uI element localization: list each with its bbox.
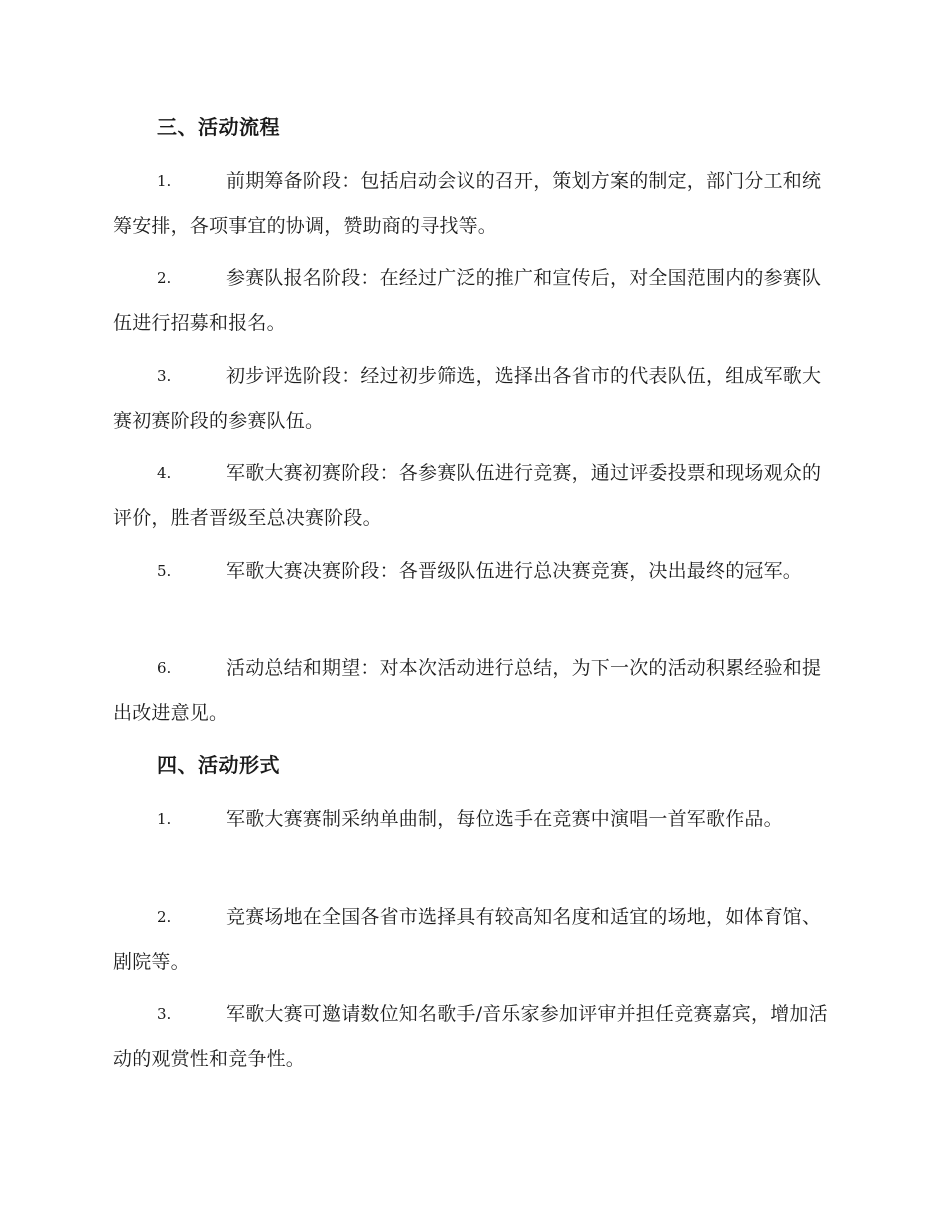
list-item bbox=[113, 895, 838, 985]
list-item bbox=[113, 797, 838, 842]
list-item-number: 5. bbox=[157, 562, 172, 580]
list-item bbox=[113, 992, 838, 1082]
section-heading-process: 三、活动流程 bbox=[157, 115, 280, 139]
list-item-text: 参赛队报名阶段：在经过广泛的推广和宣传后，对全国范围内的参赛队伍进行招募和报名。 bbox=[113, 267, 822, 334]
list-item bbox=[113, 451, 838, 541]
list-item-text: 军歌大赛初赛阶段：各参赛队伍进行竞赛，通过评委投票和现场观众的评价，胜者晋级至总决赛阶段。 bbox=[113, 462, 822, 529]
list-item-text: 前期筹备阶段：包括启动会议的召开，策划方案的制定，部门分工和统筹安排，各项事宜的协调，赞助商的寻找等。 bbox=[113, 170, 822, 237]
list-item-text: 竞赛场地在全国各省市选择具有较高知名度和适宜的场地，如体育馆、剧院等。 bbox=[113, 906, 822, 973]
list-item bbox=[113, 549, 838, 594]
list-item-number: 1. bbox=[157, 810, 172, 828]
list-item-number: 4. bbox=[157, 464, 172, 482]
list-item bbox=[113, 646, 838, 736]
list-item-number: 2. bbox=[157, 269, 172, 287]
list-item-number: 6. bbox=[157, 659, 172, 677]
list-item-number: 2. bbox=[157, 908, 172, 926]
list-item-text: 军歌大赛可邀请数位知名歌手/音乐家参加评审并担任竞赛嘉宾，增加活动的观赏性和竞争性。 bbox=[113, 1003, 828, 1070]
section-heading-format: 四、活动形式 bbox=[157, 753, 280, 777]
list-item bbox=[113, 354, 838, 444]
list-item-number: 1. bbox=[157, 172, 172, 190]
list-item bbox=[113, 159, 838, 249]
list-item-text: 初步评选阶段：经过初步筛选，选择出各省市的代表队伍，组成军歌大赛初赛阶段的参赛队伍。 bbox=[113, 365, 822, 432]
list-item-text: 活动总结和期望：对本次活动进行总结，为下一次的活动积累经验和提出改进意见。 bbox=[113, 657, 822, 724]
list-item-text: 军歌大赛赛制采纳单曲制，每位选手在竞赛中演唱一首军歌作品。 bbox=[226, 808, 783, 830]
list-item-number: 3. bbox=[157, 367, 172, 385]
list-item-text: 军歌大赛决赛阶段：各晋级队伍进行总决赛竞赛，决出最终的冠军。 bbox=[226, 560, 803, 582]
list-item-number: 3. bbox=[157, 1005, 172, 1023]
list-item bbox=[113, 256, 838, 346]
